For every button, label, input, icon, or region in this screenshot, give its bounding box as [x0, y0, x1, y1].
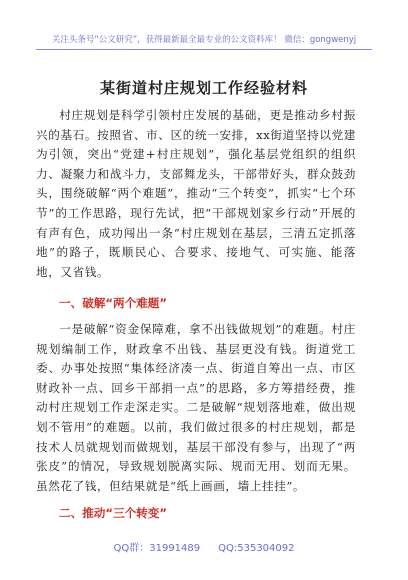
footer-qq: QQ:535304092 [218, 543, 295, 554]
section-1-paragraph: 一是破解“资金保障难，拿不出钱做规划”的难题。村庄规划编制工作，财政拿不出钱、基层更没有钱。街道党工委、办事处按照“集体经济凑一点、街道自筹出一点、市区财政补一点、回乡干部捐一点”的思路，多方筹措经费，推动村庄规划工作走深走实。二是破解“规划落地难，做出规划不管用”的难题。以前，我们做过很多的村庄规划，都是技术人员就规划而做规划，基层干部没有参与，出现了“两张皮”的情况，导致规划脱离实际、规而无用、划而无果。虽然花了钱，但结果就是“纸上画画，墙上挂挂”。 [36, 322, 356, 493]
section-heading-2: 二、推动“三个转变” [59, 506, 167, 520]
header-divider [36, 49, 372, 50]
page-footer [0, 542, 408, 556]
section-heading-1: 一、破解“两个难题” [59, 296, 167, 310]
intro-paragraph: 村庄规划是科学引领村庄发展的基础，更是推动乡村振兴的基石。按照省、市、区的统一安排，xx街道坚持以党建为引领，突出“党建+村庄规划”，强化基层党组织的组织力、凝聚力和战斗力，支部舞龙头，干部带好头，群众鼓劲头，围绕破解“两个难题”，推动“三个转变”，抓实“七个环节”的工作思路，现行先试，把“干部规划家乡行动”开展的有声有色，成功闯出一条“村庄规划在基层，三清五定抓落地”的路子，既顺民心、合要求、接地气、可实施、能落地，又省钱。 [36, 108, 356, 279]
document-title: 某街道村庄规划工作经验材料 [99, 79, 308, 97]
page-header-notice[interactable]: 关注头条号“公文研究”，获得最新最全最专业的公文资料库！ 微信：gongwenyj [51, 35, 357, 45]
footer-qq-group: QQ群：31991489 [113, 543, 201, 554]
